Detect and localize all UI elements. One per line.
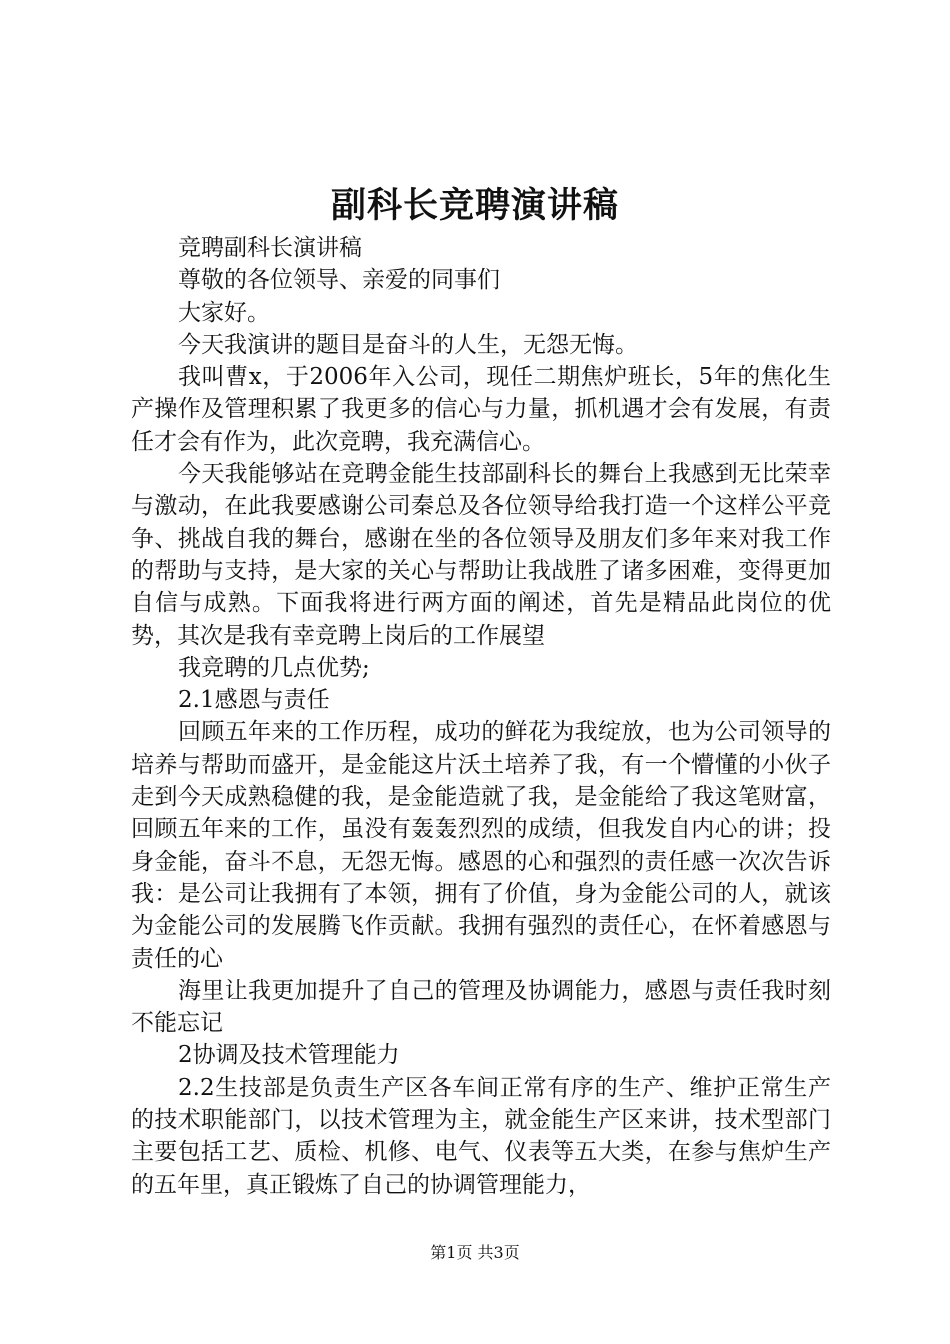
page-footer: 第1页 共3页 (430, 1243, 520, 1262)
paragraph-review: 回顾五年来的工作历程，成功的鲜花为我绽放，也为公司领导的培养与帮助而盛开，是金能这片沃土培养了我，有一个懵懂的小伙子走到今天成熟稳健的我，是金能造就了我，是金能给了我这笔财富，回顾五年来的工作，虽没有轰轰烈烈的成绩，但我发自内心的讲；投身金能，奋斗不息，无怨无悔。感恩的心和强烈的责任感一次次告诉我：是公司让我拥有了本领，拥有了价值，身为金能公司的人，就该为金能公司的发展腾飞作贡献。我拥有强烈的责任心，在怀着感恩与责任的心 (131, 719, 831, 972)
paragraph-continuation: 海里让我更加提升了自己的管理及协调能力，感恩与责任我时刻不能忘记 (131, 977, 831, 1037)
paragraph-salutation: 尊敬的各位领导、亲爱的同事们 (178, 267, 500, 294)
paragraph-self-intro: 我叫曹x，于2006年入公司，现任二期焦炉班长，5年的焦化生产操作及管理积累了我更多的信心与力量，抓机遇才会有发展，有责任才会有作为，此次竞聘，我充满信心。 (131, 364, 831, 455)
document-body (131, 232, 831, 1201)
document-title: 副科长竞聘演讲稿 (330, 185, 619, 226)
paragraph-2-2: 2.2生技部是负责生产区各车间正常有序的生产、维护正常生产的技术职能部门，以技术管理为主，就金能生产区来讲，技术型部门主要包括工艺、质检、机修、电气、仪表等五大类，在参与焦炉生产的五年里，真正锻炼了自己的协调管理能力， (131, 1074, 831, 1198)
section-heading-2-1: 2.1感恩与责任 (178, 687, 330, 714)
paragraph-greeting: 大家好。 (178, 299, 270, 326)
section-heading-2: 2协调及技术管理能力 (178, 1042, 400, 1069)
paragraph-gratitude: 今天我能够站在竞聘金能生技部副科长的舞台上我感到无比荣幸与激动，在此我要感谢公司秦总及各位领导给我打造一个这样公平竞争、挑战自我的舞台，感谢在坐的各位领导及朋友们多年来对我工作的帮助与支持，是大家的关心与帮助让我战胜了诸多困难，变得更加自信与成熟。下面我将进行两方面的阐述，首先是精品此岗位的优势，其次是我有幸竞聘上岗后的工作展望 (131, 461, 831, 649)
paragraph-topic: 今天我演讲的题目是奋斗的人生，无怨无悔。 (178, 331, 638, 358)
paragraph-advantages: 我竞聘的几点优势; (178, 654, 370, 681)
paragraph-heading: 竞聘副科长演讲稿 (178, 235, 362, 261)
